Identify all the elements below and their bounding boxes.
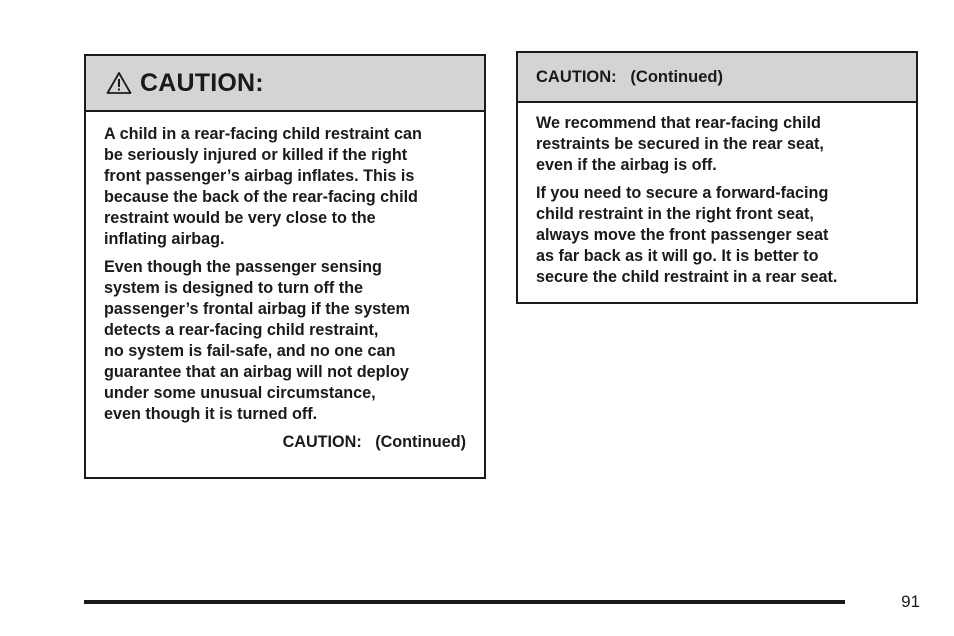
caution-box-left [84, 54, 486, 479]
page-number: 91 [901, 592, 920, 611]
caution-paragraph: A child in a rear-facing child restraint can be seriously injured or killed if the right front passenger’s airbag inflates. This is because the back of the rear-facing child restraint would be very close to the inflating airbag. [104, 125, 422, 248]
caution-body [518, 103, 916, 288]
caution-paragraph: We recommend that rear-facing child restraints be secured in the rear seat, even if the airbag is off. [536, 114, 824, 174]
caution-paragraph: Even though the passenger sensing system is designed to turn off the passenger’s frontal airbag if the system detects a rear-facing child restraint, no system is fail-safe, and no one can guarantee that an airbag will not deploy under some unusual circumstance, even though it is turned off. [104, 258, 410, 423]
caution-body [86, 112, 484, 453]
caution-continued-header [518, 53, 916, 103]
caution-box-right [516, 51, 918, 304]
caution-continued-title: CAUTION: (Continued) [536, 67, 723, 86]
caution-paragraph: If you need to secure a forward-facing child restraint in the right front seat, always move the front passenger seat as far back as it will go. It is better to secure the child restraint in a rear seat. [536, 184, 838, 286]
caution-title: CAUTION: [140, 68, 264, 97]
footer-rule [84, 600, 845, 604]
caution-header [86, 56, 484, 112]
warning-triangle-icon [106, 71, 132, 95]
caution-continued-label: CAUTION: (Continued) [282, 433, 466, 451]
